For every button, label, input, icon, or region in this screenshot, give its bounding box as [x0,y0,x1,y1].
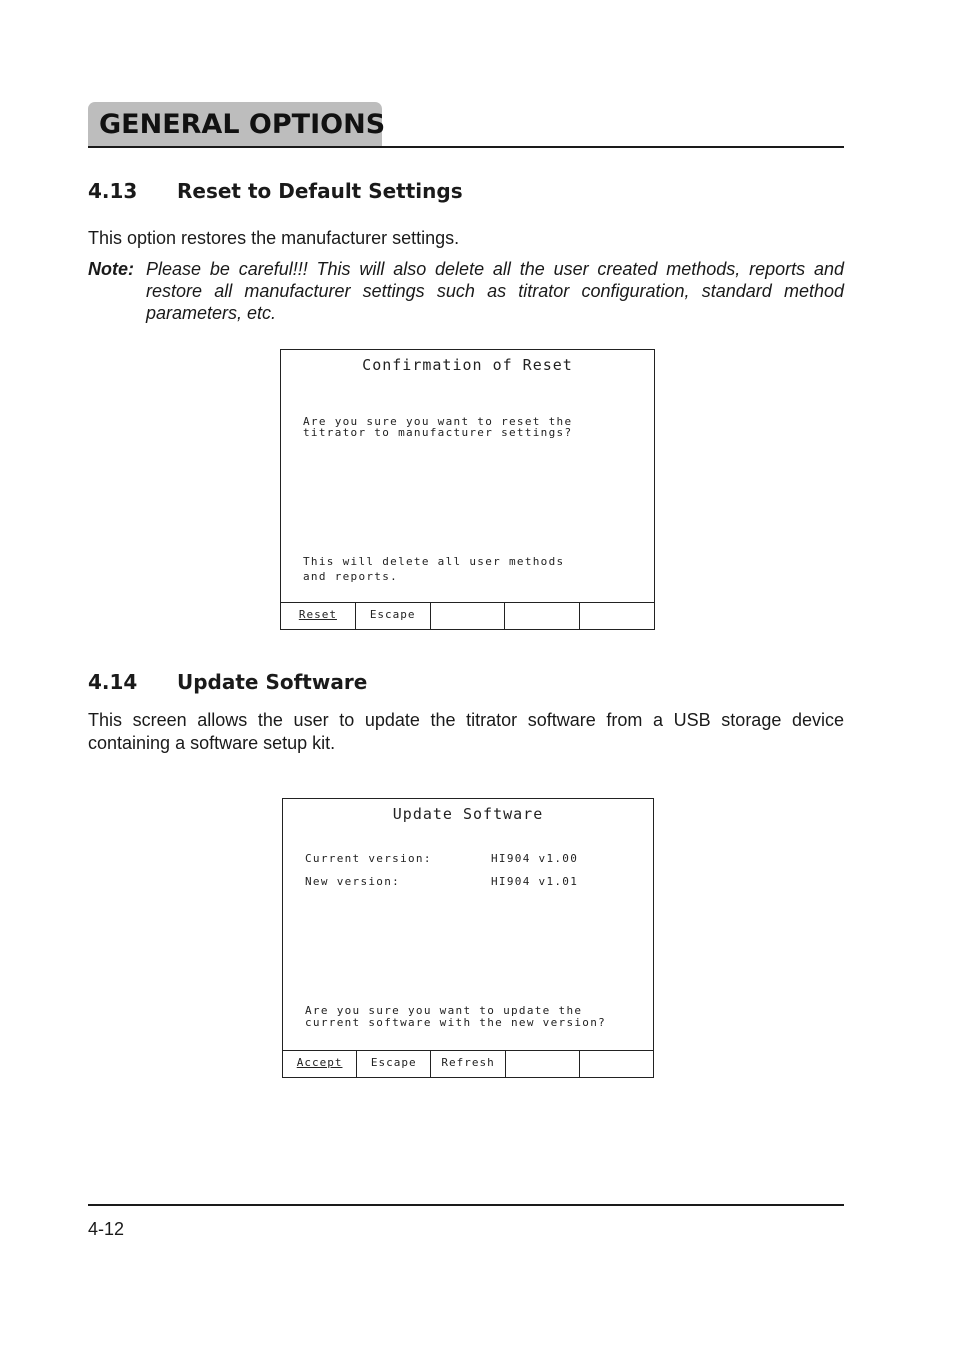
section-number: 4.14 [88,670,138,694]
header-rule [88,146,844,148]
accept-softkey[interactable]: Accept [283,1051,357,1077]
section-heading-update [88,670,367,694]
screen-question-line: Are you sure you want to reset the [303,415,573,428]
reset-softkey[interactable]: Reset [281,603,356,629]
new-version-label: New version: [305,875,401,888]
empty-softkey[interactable] [580,1051,653,1077]
note-label: Note: [88,259,134,279]
screen-question-line: current software with the new version? [305,1016,607,1029]
screen-title: Update Software [392,805,544,823]
empty-softkey[interactable] [431,603,506,629]
softkey-bar [283,1050,653,1077]
empty-softkey[interactable] [505,603,580,629]
update-description: This screen allows the user to update the titrator software from a USB storage device containing a software setup kit. [88,710,844,753]
reset-note [88,258,844,324]
screen-warning-line: and reports. [303,570,399,583]
escape-softkey[interactable]: Escape [357,1051,431,1077]
current-version-label: Current version: [305,852,432,865]
screen-question-line: titrator to manufacturer settings? [303,426,573,439]
screen-warning-line: This will delete all user methods [303,555,565,568]
update-software-screen [282,798,654,1078]
current-version-value: HI904 v1.00 [491,852,579,865]
section-title: Reset to Default Settings [177,179,463,203]
section-number: 4.13 [88,179,138,203]
section-heading-reset [88,179,463,203]
section-title: Update Software [177,670,368,694]
page-number: 4-12 [88,1219,125,1239]
reset-description: This option restores the manufacturer settings. [88,228,460,248]
escape-softkey[interactable]: Escape [356,603,431,629]
note-text: Please be careful!!! This will also delete all the user created methods, reports and restore all manufacturer settings such as titrator configuration, standard method parameters, etc. [146,259,844,323]
screen-title: Confirmation of Reset [362,356,573,374]
softkey-bar [281,602,654,629]
screen-question-line: Are you sure you want to update the [305,1004,583,1017]
chapter-title: GENERAL OPTIONS [88,102,382,146]
empty-softkey[interactable] [580,603,654,629]
empty-softkey[interactable] [506,1051,580,1077]
reset-confirmation-screen [280,349,655,630]
new-version-value: HI904 v1.01 [491,875,579,888]
footer-rule [88,1204,844,1206]
refresh-softkey[interactable]: Refresh [431,1051,505,1077]
